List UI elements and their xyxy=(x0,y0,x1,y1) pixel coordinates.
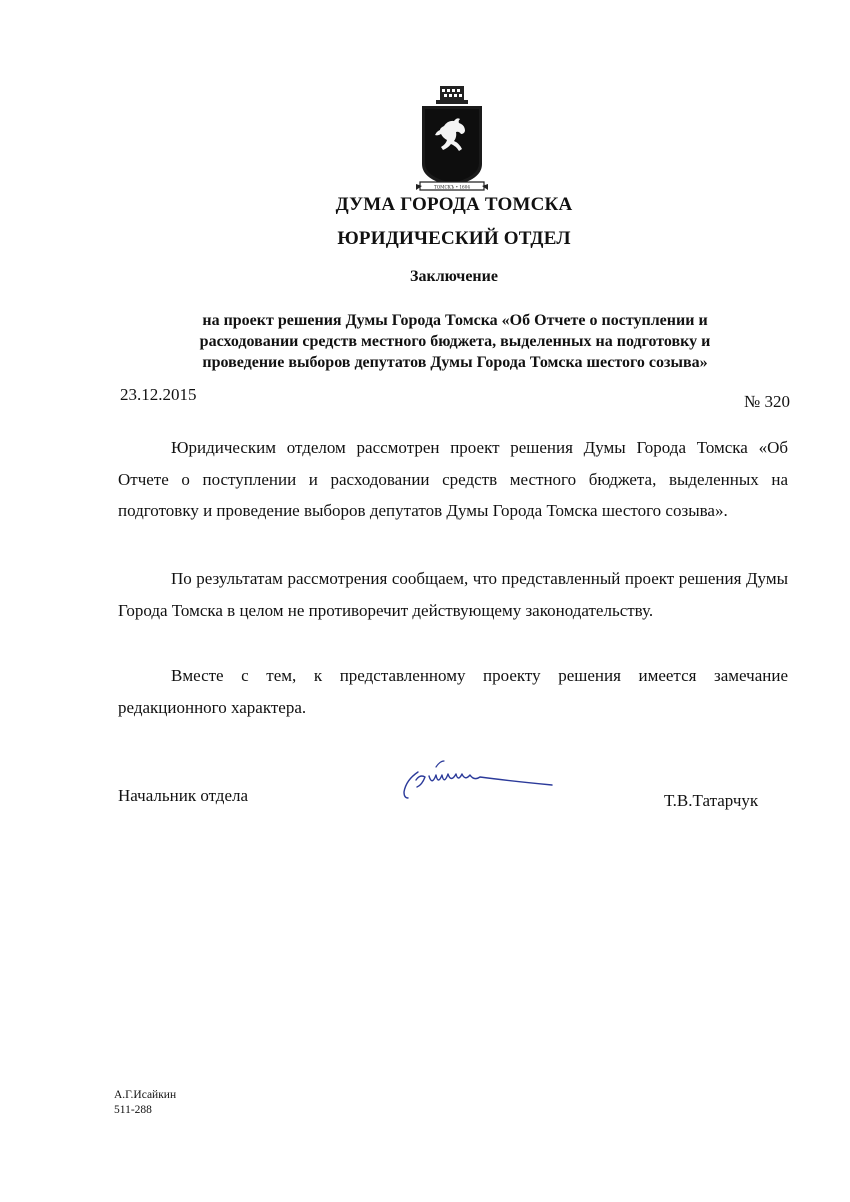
signer-position: Начальник отдела xyxy=(118,786,249,805)
document-type-title: Заключение xyxy=(410,268,498,285)
document-date: 23.12.2015 xyxy=(120,385,197,404)
subject-line: расходовании средств местного бюджета, выделенных на подготовку и xyxy=(199,333,711,350)
handwritten-signature xyxy=(396,758,572,808)
executor-phone: 511-288 xyxy=(114,1104,152,1116)
document-subject xyxy=(140,310,770,373)
subject-line: проведение выборов депутатов Думы Города Томска шестого созыва» xyxy=(202,354,708,371)
crown-icon xyxy=(436,86,468,104)
body-paragraph-result: По результатам рассмотрения сообщаем, что представленный проект решения Думы Города Томска в целом не противоречит действующему законодательству. xyxy=(118,569,788,620)
department-name: ЮРИДИЧЕСКИЙ ОТДЕЛ xyxy=(337,228,571,249)
body-paragraph-review: Юридическим отделом рассмотрен проект решения Думы Города Томска «Об Отчете о поступлении и расходовании средств местного бюджета, выделенных на подготовку и проведение выборов депутатов Думы Города Томска шестого созыва». xyxy=(118,438,788,520)
crest-motto: ТОМСКЪ • 1604 xyxy=(433,184,471,190)
body-paragraph-remark: Вместе с тем, к представленному проекту решения имеется замечание редакционного характера. xyxy=(118,666,788,717)
city-crest-logo xyxy=(414,84,490,196)
executor-info xyxy=(114,1088,176,1118)
executor-name: А.Г.Исайкин xyxy=(114,1089,177,1101)
subject-line: на проект решения Думы Города Томска «Об Отчете о поступлении и xyxy=(202,312,708,329)
signer-name: Т.В.Татарчук xyxy=(664,791,759,810)
document-number: № 320 xyxy=(744,392,790,411)
organization-name: ДУМА ГОРОДА ТОМСКА xyxy=(335,194,573,215)
